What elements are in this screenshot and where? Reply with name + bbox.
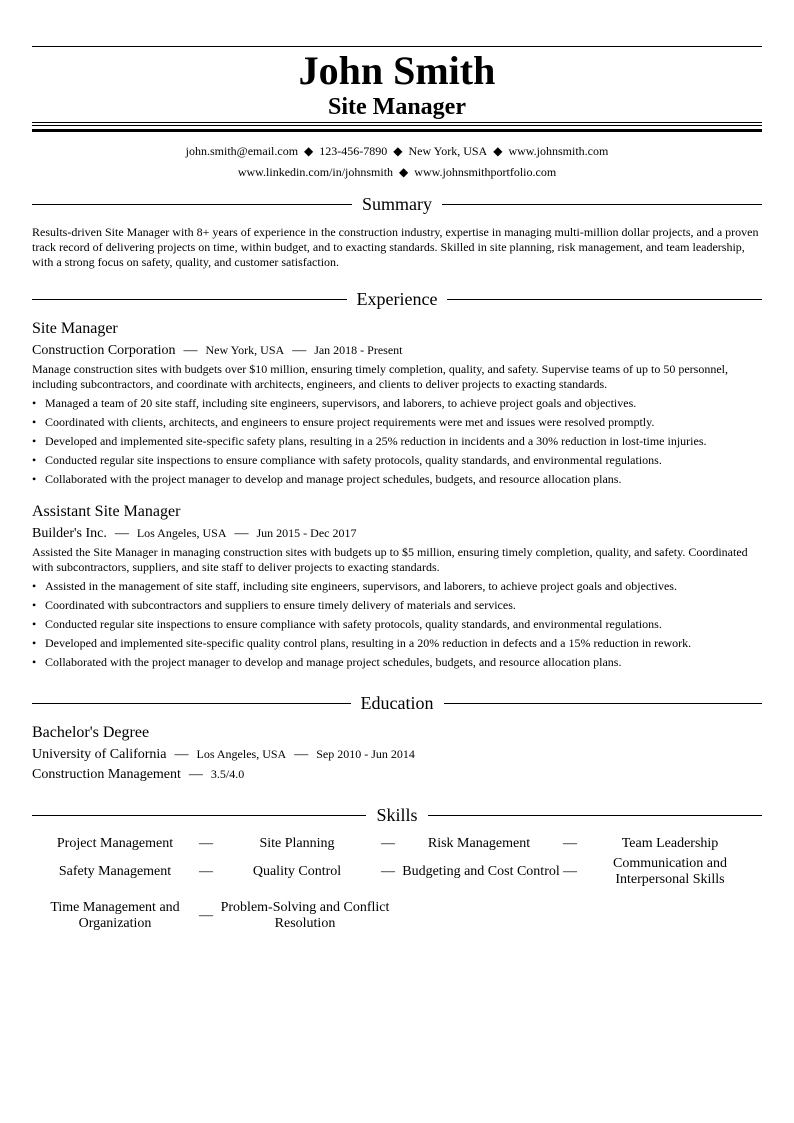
section-title: Education <box>360 693 434 713</box>
divider <box>32 815 366 816</box>
list-item <box>32 579 760 594</box>
education-field <box>32 765 244 784</box>
field-of-study: Construction Management <box>32 767 181 782</box>
skill-item: Problem-Solving and Conflict Resolution <box>220 900 390 931</box>
job-title: Site Manager <box>32 320 118 337</box>
bullet-text: Coordinated with clients, architects, and engineers to ensure project requirements were met and issues were resolved promptly. <box>45 415 655 429</box>
list-item <box>32 434 760 449</box>
dash-separator: — <box>199 908 213 923</box>
education-meta <box>32 745 415 764</box>
bullet-icon: • <box>32 598 37 612</box>
school-name: University of California <box>32 747 167 762</box>
job-bullets <box>32 579 760 674</box>
job-bullets <box>32 396 760 491</box>
summary-text: Results-driven Site Manager with 8+ years of experience in the construction industry, expertise in managing multi-million dollar projects, and a proven track record of delivering projects on time, within budget, and to exacting standards. Skilled in site planning, risk management, and team leadership, with a strong focus on safety, quality, and customer satisfaction. <box>32 225 759 269</box>
school-location: Los Angeles, USA <box>196 747 287 761</box>
bullet-text: Conducted regular site inspections to ensure compliance with safety protocols, quality standards, and environmental regulations. <box>45 617 662 631</box>
bullet-text: Developed and implemented site-specific safety plans, resulting in a 25% reduction in incidents and a 30% reduction in lost-time injuries. <box>45 434 707 448</box>
bullet-text: Conducted regular site inspections to ensure compliance with safety protocols, quality standards, and environmental regulations. <box>45 453 662 467</box>
dash-separator: — <box>563 864 577 879</box>
bullet-text: Assisted in the management of site staff, including site engineers, supervisors, and laborers, to achieve project goals and objectives. <box>45 579 677 593</box>
list-item <box>32 636 760 651</box>
section-title: Summary <box>362 194 432 214</box>
contact-portfolio[interactable]: www.johnsmithportfolio.com <box>414 165 557 179</box>
job-company: Builder's Inc. <box>32 526 107 541</box>
skill-item: Budgeting and Cost Control <box>402 864 560 879</box>
divider <box>32 703 351 704</box>
job-meta <box>32 341 403 360</box>
divider <box>444 703 763 704</box>
divider <box>447 299 762 300</box>
bullet-icon: • <box>32 472 37 486</box>
diamond-icon: ◆ <box>304 144 314 158</box>
job-description: Assisted the Site Manager in managing construction sites with budgets up to $5 million, ensuring timely completion, quality, and safety. Coordinated with subcontractors, suppliers, and site staff to deliver projects to exacting standards. <box>32 545 748 574</box>
experience-heading <box>32 287 762 311</box>
bullet-text: Collaborated with the project manager to develop and manage project schedules, budgets, and resource allocation plans. <box>45 472 622 486</box>
divider <box>32 204 352 205</box>
dash-separator: — <box>563 836 577 851</box>
divider <box>32 299 347 300</box>
skill-item: Communication and Interpersonal Skills <box>613 856 727 887</box>
bullet-icon: • <box>32 655 37 669</box>
list-item <box>32 453 760 468</box>
list-item <box>32 655 760 670</box>
list-item <box>32 415 760 430</box>
job-dates: Jun 2015 - Dec 2017 <box>256 526 357 540</box>
job-meta <box>32 524 357 543</box>
gpa: 3.5/4.0 <box>210 767 245 781</box>
dash-separator: — <box>381 864 395 879</box>
list-item <box>32 396 760 411</box>
dash-separator: — <box>188 767 203 782</box>
diamond-icon: ◆ <box>393 144 403 158</box>
education-heading <box>32 691 762 715</box>
top-rule <box>32 46 762 47</box>
bullet-icon: • <box>32 396 37 410</box>
header-rule <box>32 122 762 123</box>
bullet-icon: • <box>32 617 37 631</box>
job-title: Assistant Site Manager <box>32 503 181 520</box>
contact-location: New York, USA <box>408 144 488 158</box>
dash-separator: — <box>199 836 213 851</box>
skill-item: Project Management <box>56 836 174 851</box>
bullet-icon: • <box>32 453 37 467</box>
divider <box>428 815 762 816</box>
job-dates: Jan 2018 - Present <box>314 343 403 357</box>
contact-linkedin[interactable]: www.linkedin.com/in/johnsmith <box>237 165 394 179</box>
bullet-text: Coordinated with subcontractors and suppliers to ensure timely delivery of materials and services. <box>45 598 516 612</box>
skills-grid <box>32 833 762 933</box>
bullet-text: Managed a team of 20 site staff, including site engineers, supervisors, and laborers, to achieve project goals and objectives. <box>45 396 637 410</box>
dash-separator: — <box>234 526 249 541</box>
contact-website[interactable]: www.johnsmith.com <box>508 144 609 158</box>
dash-separator: — <box>174 747 189 762</box>
list-item <box>32 617 760 632</box>
divider <box>442 204 762 205</box>
dash-separator: — <box>292 343 307 358</box>
bullet-icon: • <box>32 636 37 650</box>
skill-item: Risk Management <box>427 836 531 851</box>
contact-line-1 <box>32 143 762 159</box>
contact-email[interactable]: john.smith@email.com <box>185 144 299 158</box>
job-location: New York, USA <box>205 343 285 357</box>
diamond-icon: ◆ <box>493 144 503 158</box>
dash-separator: — <box>381 836 395 851</box>
skills-heading <box>32 803 762 827</box>
section-title: Experience <box>356 289 438 309</box>
skill-row <box>32 897 762 933</box>
skill-item: Team Leadership <box>621 836 719 851</box>
header-rule <box>32 125 762 126</box>
dash-separator: — <box>114 526 129 541</box>
diamond-icon: ◆ <box>399 165 409 179</box>
list-item <box>32 472 760 487</box>
skill-item: Safety Management <box>58 864 172 879</box>
dash-separator: — <box>294 747 309 762</box>
list-item <box>32 598 760 613</box>
dash-separator: — <box>183 343 198 358</box>
job-company: Construction Corporation <box>32 343 176 358</box>
bullet-text: Collaborated with the project manager to develop and manage project schedules, budgets, and resource allocation plans. <box>45 655 622 669</box>
header-rule-thick <box>32 129 762 132</box>
contact-phone[interactable]: 123-456-7890 <box>319 144 388 158</box>
bullet-icon: • <box>32 434 37 448</box>
contact-line-2 <box>32 164 762 180</box>
job-description: Manage construction sites with budgets over $10 million, ensuring timely completion, quality, and safety. Supervise teams of up to 50 personnel, including subcontractors, and coordinate with architects, engineers, and clients to deliver projects to exacting standards. <box>32 362 728 391</box>
bullet-icon: • <box>32 579 37 593</box>
candidate-name: John Smith <box>298 48 496 93</box>
skill-item: Site Planning <box>259 836 335 851</box>
candidate-role: Site Manager <box>328 94 466 120</box>
skill-item: Quality Control <box>252 864 342 879</box>
section-title: Skills <box>376 805 418 825</box>
bullet-text: Developed and implemented site-specific quality control plans, resulting in a 20% reduction in defects and a 15% reduction in rework. <box>45 636 692 650</box>
skill-item: Time Management and Organization <box>50 900 180 931</box>
job-location: Los Angeles, USA <box>136 526 227 540</box>
degree-title: Bachelor's Degree <box>32 724 150 741</box>
summary-heading <box>32 192 762 216</box>
education-dates: Sep 2010 - Jun 2014 <box>316 747 415 761</box>
bullet-icon: • <box>32 415 37 429</box>
dash-separator: — <box>199 864 213 879</box>
skill-row <box>32 856 762 897</box>
